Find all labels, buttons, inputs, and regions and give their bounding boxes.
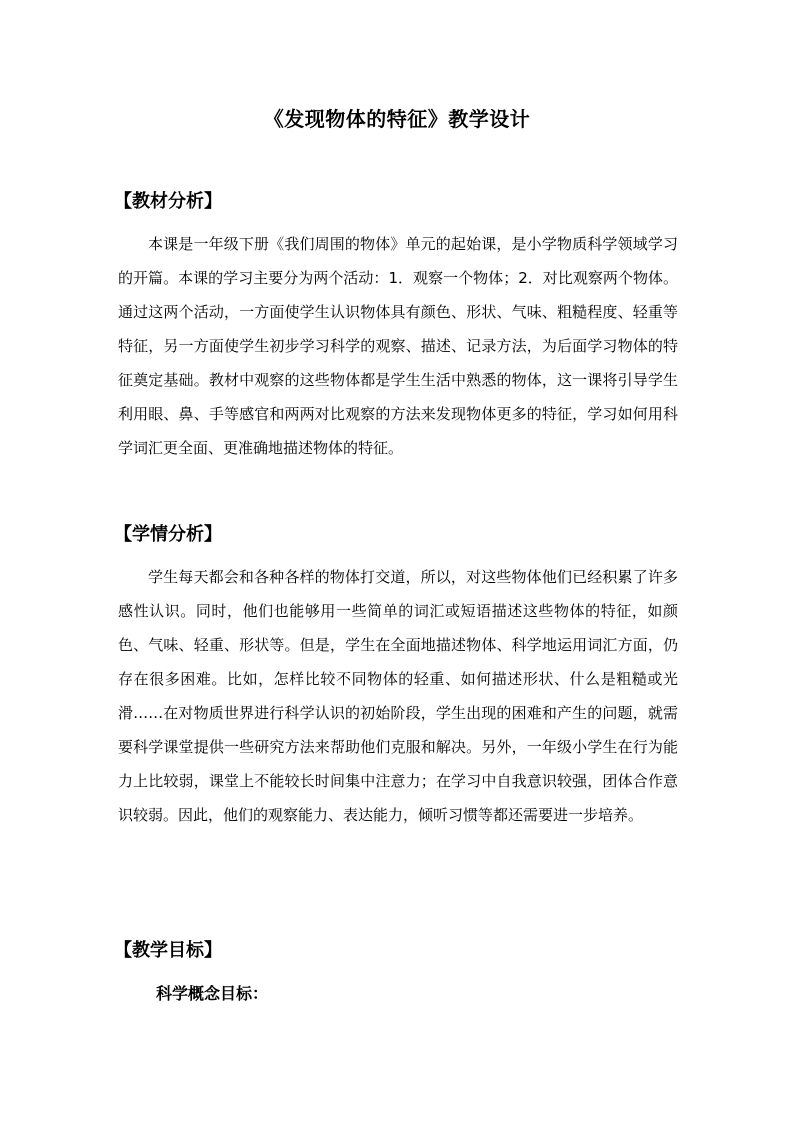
section-heading-teaching-goals: 【教学目标】 xyxy=(114,940,222,961)
section-heading-learner-analysis: 【学情分析】 xyxy=(114,524,222,545)
section-heading-textbook-analysis: 【教材分析】 xyxy=(114,191,222,212)
document-title: 《发现物体的特征》教学设计 xyxy=(263,107,531,131)
paragraph-learner-analysis: 学生每天都会和各种各样的物体打交道，所以，对这些物体他们已经积累了许多感性认识。同时，他们也能够用一些简单的词汇或短语描述这些物体的特征，如颜色、气味、轻重、形状等。但是，学生在全面地描述物体、科学地运用词汇方面，仍存在很多困难。比如，怎样比较不同物体的轻重、如何描述形状、什么是粗糙或光滑……在对物质世界进行科学认识的初始阶段，学生出现的困难和产生的问题，就需要科学课堂提供一些研究方法来帮助他们克服和解决。另外，一年级小学生在行为能力上比较弱，课堂上不能较长时间集中注意力；在学习中自我意识较强，团体合作意识较弱。因此，他们的观察能力、表达能力，倾听习惯等都还需要进一步培养。 xyxy=(118,568,678,824)
paragraph-textbook-analysis: 本课是一年级下册《我们周围的物体》单元的起始课，是小学物质科学领域学习的开篇。本课的学习主要分为两个活动：1．观察一个物体；2．对比观察两个物体。通过这两个活动，一方面使学生认识物体具有颜色、形状、气味、粗糙程度、轻重等特征，另一方面使学生初步学习科学的观察、描述、记录方法，为后面学习物体的特征奠定基础。教材中观察的这些物体都是学生生活中熟悉的物体，这一课将引导学生利用眼、鼻、手等感官和两两对比观察的方法来发现物体更多的特征，学习如何用科学词汇更全面、更准确地描述物体的特征。 xyxy=(118,235,678,457)
subheading-science-concept-goals: 科学概念目标： xyxy=(156,984,269,1003)
